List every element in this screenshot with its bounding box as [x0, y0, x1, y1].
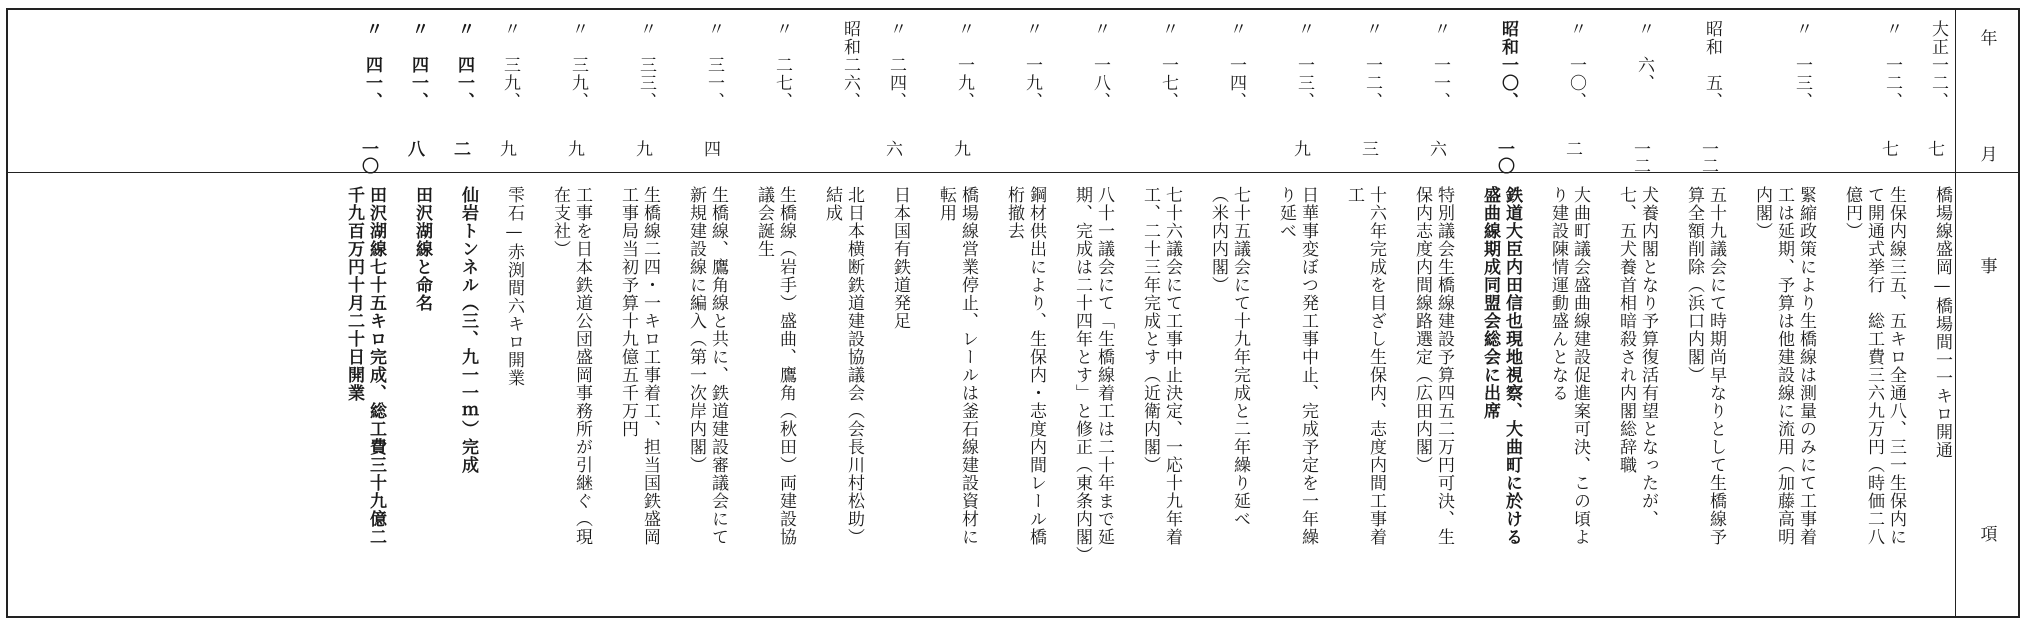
- entry-event: [1547, 186, 1591, 546]
- items-header-char-1: 事: [1980, 257, 1998, 277]
- entry-year: 〃 一二、: [1882, 20, 1902, 110]
- entry-event-line: 生橋線（岩手）盛曲、鷹角（秋田）両建設協: [776, 186, 796, 546]
- entry-event-line: 算全額削除（浜口内閣）: [1684, 186, 1704, 384]
- entry-event-line: 五十九議会にて時期尚早なりとして生橋線予: [1706, 186, 1726, 546]
- entry-year: 〃 三九、: [500, 20, 520, 110]
- entry-year: 〃 一九、: [954, 20, 974, 110]
- entry-event: [889, 186, 911, 330]
- entry-year: 〃 三三、: [636, 20, 656, 110]
- entry-event-line: 特別議会生橋線建設予算四五二万円可決、生: [1434, 186, 1454, 546]
- entry-event-line: 田沢湖線と命名: [412, 186, 432, 312]
- entry-year: 〃 一八、: [1090, 20, 1110, 110]
- entry-year: 大正一二、: [1928, 20, 1948, 110]
- entry-event-line: （米内内閣）: [1208, 186, 1228, 294]
- entry-column: [405, 10, 433, 620]
- year-header: 年: [1980, 29, 1998, 49]
- entry-month: 二: [450, 140, 470, 157]
- entry-column: [1201, 10, 1251, 620]
- entry-event-line: 工事を日本鉄道公団盛岡事務所が引継ぐ（現: [572, 186, 592, 546]
- chronology-table: [6, 8, 2020, 618]
- entry-event-line: 億円）: [1842, 186, 1862, 240]
- entry-month: 七: [1924, 140, 1944, 157]
- entry-year: 〃 一一、: [1430, 20, 1450, 110]
- entry-event: [1683, 186, 1727, 546]
- entry-year: 昭和 五、: [1702, 20, 1722, 110]
- entry-event-line: 結成: [822, 186, 842, 222]
- entry-month: 九: [632, 140, 652, 157]
- entry-event-line: 生保内線三五、五キロ全通八、三一生保内に: [1886, 186, 1906, 546]
- entry-month: 八: [404, 140, 424, 157]
- entry-column: [747, 10, 797, 620]
- entry-event-line: 北日本横断鉄道建設協議会（会長川村松助）: [844, 186, 864, 546]
- label-column-divider: [1955, 10, 1956, 616]
- entry-event: [1841, 186, 1907, 546]
- entry-event: [1479, 186, 1523, 546]
- entry-event: [1615, 186, 1659, 528]
- entry-event: [617, 186, 661, 546]
- entry-event: [1411, 186, 1455, 546]
- entry-month: 三: [1358, 140, 1378, 157]
- entry-column: [337, 10, 387, 620]
- entry-month: 九: [496, 140, 516, 157]
- entry-year: 〃 四一、: [362, 20, 382, 110]
- entry-year: 〃 一二、: [1362, 20, 1382, 110]
- entry-event: [1343, 186, 1387, 546]
- entry-year: 〃 一四、: [1226, 20, 1246, 110]
- entry-event-line: 八十一議会にて「生橋線着工は二十年まで延: [1094, 186, 1114, 546]
- entry-year: 〃 一三、: [1294, 20, 1314, 110]
- entry-event: [343, 186, 387, 546]
- entry-column: [883, 10, 911, 620]
- items-header-char-2: 項: [1980, 525, 1998, 545]
- entry-event-line: 七十五議会にて十九年完成と二年繰り延べ: [1230, 186, 1250, 528]
- entry-year: 昭和二六、: [840, 20, 860, 110]
- entry-event: [753, 186, 797, 546]
- entry-event: [411, 186, 433, 312]
- entry-month: 九: [564, 140, 584, 157]
- entry-month: 一〇: [1494, 140, 1514, 174]
- entry-event: [1139, 186, 1183, 546]
- entry-column: [543, 10, 593, 620]
- entry-event-line: 日本国有鉄道発足: [890, 186, 910, 330]
- entry-month: 六: [882, 140, 902, 157]
- entry-column: [1473, 10, 1523, 620]
- entry-event: [549, 186, 593, 546]
- entry-event-line: 七十六議会にて工事中止決定、一応十九年着: [1162, 186, 1182, 546]
- entry-column: [1745, 10, 1817, 620]
- entry-year: 〃 六、: [1634, 20, 1654, 92]
- entry-event-line: 田沢湖線七十五キロ完成、総工費三十九億二: [366, 186, 386, 546]
- entry-year: 〃 一九、: [1022, 20, 1042, 110]
- entry-event-line: 工、二十三年完成とす（近衛内閣）: [1140, 186, 1160, 474]
- entry-column: [1065, 10, 1115, 620]
- entry-event-line: 議会誕生: [754, 186, 774, 258]
- entry-month: 四: [700, 140, 720, 157]
- entry-column: [997, 10, 1047, 620]
- entry-event-line: り建設陳情運動盛んとなる: [1548, 186, 1568, 402]
- entry-month: 六: [1426, 140, 1446, 157]
- entry-event-line: 工事局当初予算十九億五千万円: [618, 186, 638, 438]
- entry-month: 一〇: [358, 140, 378, 174]
- entry-event: [1071, 186, 1115, 564]
- entry-column: [1609, 10, 1659, 620]
- entry-event-line: 工: [1344, 186, 1364, 204]
- entry-month: 二: [1562, 140, 1582, 157]
- entry-event-line: 鋼材供出により、生保内・志度内間レール橋: [1026, 186, 1046, 546]
- entry-month: 七: [1878, 140, 1898, 157]
- entry-event-line: 日華事変ぼつ発工事中止、完成予定を一年繰: [1298, 186, 1318, 546]
- entry-month: 一二: [1630, 140, 1650, 174]
- entry-event-line: 七、五犬養首相暗殺され内閣総辞職: [1616, 186, 1636, 474]
- entry-event: [935, 186, 979, 546]
- entry-event: [457, 186, 479, 474]
- entry-event: [503, 186, 525, 387]
- entry-event: [1751, 186, 1817, 546]
- entry-year: 〃 一七、: [1158, 20, 1178, 110]
- entry-event-line: り延べ: [1276, 186, 1296, 240]
- entry-year: 〃 三一、: [704, 20, 724, 110]
- entry-column: [1677, 10, 1727, 620]
- entry-column: [611, 10, 661, 620]
- entry-column: [451, 10, 479, 620]
- entry-column: [929, 10, 979, 620]
- entry-year: 〃 一〇、: [1566, 20, 1586, 110]
- entry-event-line: 橋場線盛岡—橋場間一一キロ開通: [1932, 186, 1952, 459]
- month-header: 月: [1980, 145, 1998, 165]
- entry-event: [1931, 186, 1953, 459]
- entry-event-line: 転用: [936, 186, 956, 222]
- entry-event-line: 橋場線営業停止、レールは釜石線建設資材に: [958, 186, 978, 546]
- entry-column: [1337, 10, 1387, 620]
- entry-event: [821, 186, 865, 546]
- entry-month: 九: [950, 140, 970, 157]
- entry-event-line: 期、完成は二十四年とす」と修正（東条内閣）: [1072, 186, 1092, 564]
- entry-year: 〃 三九、: [568, 20, 588, 110]
- entry-year: 〃 一三、: [1792, 20, 1812, 110]
- entry-event-line: 新規建設線に編入（第一次岸内閣）: [686, 186, 706, 474]
- entry-year: 〃 四一、: [454, 20, 474, 110]
- entry-column: [1133, 10, 1183, 620]
- entry-event-line: 生橋線、鷹角線と共に、鉄道建設審議会にて: [708, 186, 728, 546]
- entry-event-line: 桁撤去: [1004, 186, 1024, 240]
- entry-month: 一二: [1698, 140, 1718, 174]
- entry-column: [1835, 10, 1907, 620]
- entry-event-line: 仙岩トンネル（三、九一一ｍ）完成: [458, 186, 478, 474]
- entry-event-line: 鉄道大臣内田信也現地視察、大曲町に於ける: [1502, 186, 1522, 546]
- entry-event-line: 在支社）: [550, 186, 570, 258]
- entry-event-line: 十六年完成を目ざし生保内、志度内間工事着: [1366, 186, 1386, 546]
- entry-event-line: 盛曲線期成同盟会総会に出席: [1480, 186, 1500, 420]
- items-header: [1961, 22, 2017, 622]
- entry-year: 昭和一〇、: [1498, 20, 1518, 110]
- entry-year: 〃 二四、: [886, 20, 906, 110]
- entry-year: 〃 四一、: [408, 20, 428, 110]
- entry-event-line: 緊縮政策により生橋線は測量のみにて工事着: [1796, 186, 1816, 546]
- entry-column: [1269, 10, 1319, 620]
- entry-event-line: 大曲町議会盛曲線建設促進案可決、この頃よ: [1570, 186, 1590, 546]
- entry-event: [1003, 186, 1047, 546]
- entry-event-line: 保内志度内間線路選定（広田内閣）: [1412, 186, 1432, 474]
- entry-column: [497, 10, 525, 620]
- entry-column: [1925, 10, 1953, 620]
- entry-event: [1207, 186, 1251, 528]
- entry-year: 〃 二七、: [772, 20, 792, 110]
- entry-month: 九: [1290, 140, 1310, 157]
- entry-event-line: 犬養内閣となり予算復活有望となったが、: [1638, 186, 1658, 528]
- entry-event-line: 内閣）: [1752, 186, 1772, 240]
- entry-event-line: 千九百万円十月二十日開業: [344, 186, 364, 402]
- entry-event-line: 生橋線二四・一キロ工事着工、担当国鉄盛岡: [640, 186, 660, 546]
- entry-event: [685, 186, 729, 546]
- entry-column: [679, 10, 729, 620]
- entry-event-line: て開通式挙行 総工費三六九万円（時価二八: [1864, 186, 1884, 546]
- entry-column: [1541, 10, 1591, 620]
- entry-event-line: 雫石—赤渕間六キロ開業: [504, 186, 524, 387]
- entry-event-line: 工は延期、予算は他建設線に流用（加藤高明: [1774, 186, 1794, 546]
- entry-event: [1275, 186, 1319, 546]
- entry-column: [815, 10, 865, 620]
- entry-column: [1405, 10, 1455, 620]
